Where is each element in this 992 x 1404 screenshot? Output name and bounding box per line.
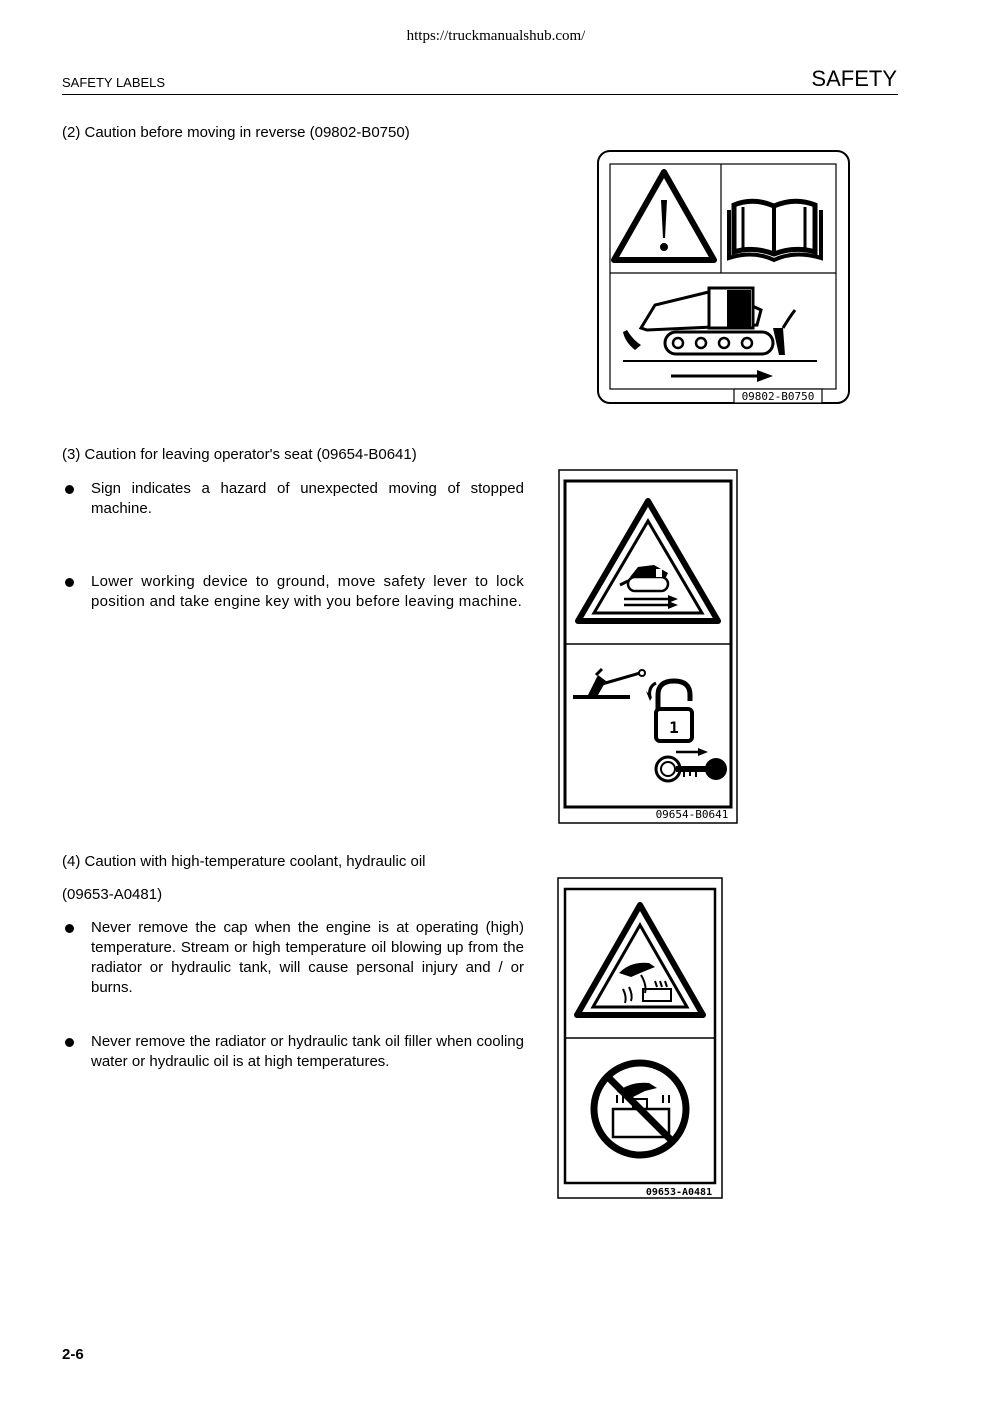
- list-item: Lower working device to ground, move safety lever to lock position and take engine key with you before leaving machine.: [62, 572, 524, 612]
- label-09802-B0750: [597, 150, 850, 406]
- section-label: SAFETY LABELS: [62, 75, 166, 90]
- bullet-dot: [65, 1038, 74, 1047]
- label-code: 09654-B0641: [655, 808, 729, 821]
- label-09653-A0481: [557, 877, 723, 1199]
- section-4-code: (09653-A0481): [62, 886, 163, 903]
- manual-book-icon: [729, 201, 821, 260]
- label-code: 09653-A0481: [645, 1187, 713, 1198]
- section-4-heading: (4) Caution with high-temperature coolant, hydraulic oil: [62, 853, 426, 870]
- page-number: 2-6: [62, 1346, 84, 1363]
- label-09654-B0641: [558, 469, 738, 824]
- bullet-dot: [65, 485, 74, 494]
- bullet-dot: [65, 578, 74, 587]
- svg-text:1: 1: [669, 718, 679, 737]
- source-url: https://truckmanualshub.com/: [406, 28, 586, 44]
- list-item: Never remove the radiator or hydraulic tank oil filler when cooling water or hydraulic oil is at high temperatures.: [62, 1032, 524, 1072]
- section-3-heading: (3) Caution for leaving operator's seat (09654-B0641): [62, 446, 417, 463]
- list-item: Sign indicates a hazard of unexpected moving of stopped machine.: [62, 479, 524, 519]
- section-2-heading: (2) Caution before moving in reverse (09802-B0750): [62, 124, 410, 141]
- list-item: Never remove the cap when the engine is at operating (high) temperature. Stream or high temperature oil blowing up from the radiator or hydraulic tank, will cause personal injury and / or burns.: [62, 918, 524, 998]
- header-rule: [62, 94, 898, 95]
- no-open-cap-prohibition-icon: [594, 1063, 686, 1155]
- label-code: 09802-B0750: [741, 390, 815, 403]
- bullet-dot: [65, 924, 74, 933]
- chapter-title: SAFETY: [811, 66, 897, 91]
